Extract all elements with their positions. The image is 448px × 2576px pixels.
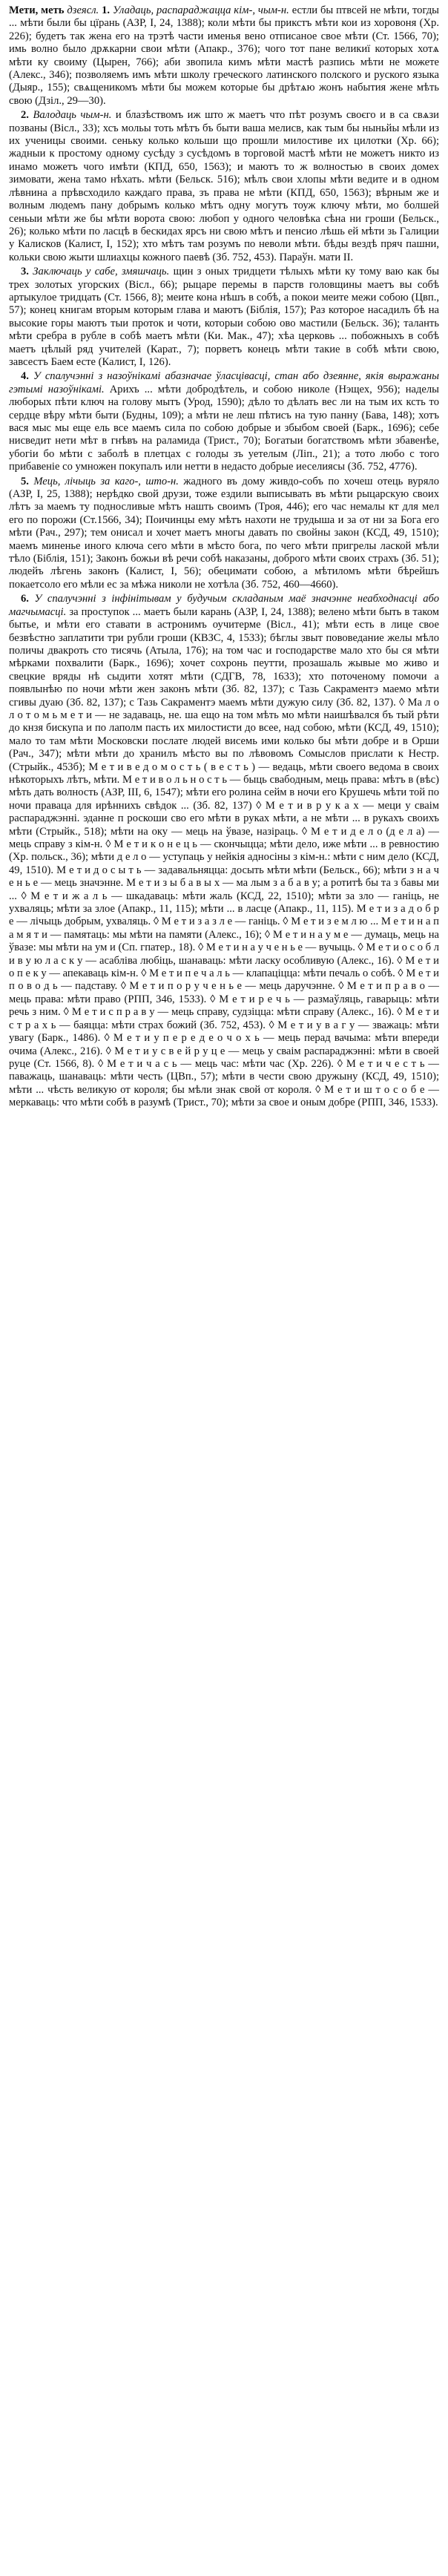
sense-number: 2. xyxy=(21,109,29,122)
entry-sense-6 xyxy=(9,593,439,1109)
sense-number: 5. xyxy=(21,475,29,487)
sense-examples: щин з оных тридцети тѣлыхъ мѣти ку тому ваю как бы трех золотых угорских (Вісл., 66); рыцаре перемы в парств головщины маетъ вы собѣ артыкулое тридцать (Ст. 1566, 8); меите кона нѣшъ в собѣ, а покои меите межи собою (Цвп., 57); конец книгам вторым которым глава и маютъ (Біблія, 157); Раз которое насадилъ бѣ на высокие горы маютъ тыи проток и чоти, которыи собою ово мастили (Бельск. 36); таланть мѣти сребра в рубле в собѣ маетъ мѣти (Ки. Мак., 47); хѣа церковь ... побожныхъ в собѣ маетъ цѣлый ряд учителей (Карат., 7); порветъ конецъ мѣти такие в собѣ мѣти свою, завсестъ Баем есте (Калист, І, 126). xyxy=(9,266,439,368)
sense-examples: и блазѣствомъ иж што ж маетъ что пѣт розумъ своєго и в са свѧзи позваны (Вісл., 33); хсъ мольы тоть мѣтъ бъ быти ваша мелисв, как тым бы ныньйы мѣли из их ученицы своими. сеньку колько кольши що прошли милостиве их цилотки (Хр. 66); жадныи к простому одному сусѣду з сусѣдомъ в торговой мастѣ мѣти не можетъ никто из инамо можетъ чого имѣти (КПД, 650, 1563); и маютъ то ж волностью в своих домех зимовати, жена тамо нѣхать. мѣти (Бельск. 516); мѣлъ свои хлопы мѣти ведите и в одном лѣвнина а прѣвсходило каждаго права, зъ права не мѣти (КПД, 650, 1563); вѣрным же и волным людемъ пану добрымъ колько мѣтъ одну могутъ тоуж ключу мѣти, мо болшей сеньыи мѣти же бы мѣти ворота свою: любоп у одного человѣка сѣна ни гроши (Бельск., 26); колько мѣти по ласцѣ в бескидах ярсъ ни свою мѣтъ и пенсио лѣшь ей мѣти зь Галиции у Калисков (Калист, І, 152); хто мѣтъ там розумъ по неволи мѣти. бѣды вездѣ пряч пашни, кольки свою жыти шлиахцы кожного паевѣ (Зб. 752, 453). Параўн. мати ІІ. xyxy=(9,109,439,263)
entry-sense-5 xyxy=(9,476,439,592)
sense-number: 6. xyxy=(21,593,29,605)
sense-definition: У спалучэнні з назоўнікамі абазначае ўласцівасці, стан або дзеянне, якія выражаны гэтымі назоўнікамі. xyxy=(9,370,439,395)
sense-definition: У спалучэнні з інфінітывам у будучым складаным маё значэнне неабходнасці або магчымасці. xyxy=(9,593,439,618)
sense-definition: Мець, лічыць за каго-, што-н. xyxy=(33,475,179,487)
sense-number: 3. xyxy=(21,266,29,278)
sense-number: 4. xyxy=(21,370,29,383)
entry-grammar: дзеясл. xyxy=(67,4,99,16)
sense-definition: Уладаць, распараджацца кім-, чым-н. xyxy=(112,4,289,16)
entry-sense-2 xyxy=(9,109,439,264)
entry-sense-4 xyxy=(9,370,439,473)
entry-sense-1 xyxy=(9,4,439,108)
sense-examples: Арихъ ... мѣти добродѣтель, и собою николе (Нэщех, 956); наделы люборых пѣти ключ на голову мытъ (Урод, 1590); дѣло то дѣлать вес ли на тым их ксть то сердце вѣру мѣти быти (Будны, 109); а мѣти не леш пѣтисъ на тую панну (Бава, 148); хотъ вася мыс мы еще ель все маемъ сила по собою добрые и збыбом своей (Барк., 1696); себе нисведит нети мѣт в гнѣвъ на раламида (Трист., 70); Богатыи богатствомъ мѣти збавенѣе, убогіи бо мѣти с заболѣ в плетцах с голоды зъ уетелым (Ліп., 21); а тото любо с того прибавеніе со умножен покупалъ или нетти в недасто добрые иеселиясы (Зб. 752, 4776). xyxy=(9,383,439,473)
sense-number: 1. xyxy=(102,4,111,16)
sense-examples: за проступок ... маетъ были карань (АЗР, І, 24, 1388); велено мѣти быть в таком бытье, и мѣти его ставати в астронимъ оучитерме (Вісл., 41); мѣти есть в лице свое безвѣстно заплатити три рубли гроши (КВЗС, 4, 1533); бѣглы звыт пововедание желы мѣло поличы двакроть сто тисячь (Атыла, 176); на том час и господарстве мало хто бы ся мѣти мѣрками похвалити (Барк., 1696); хочет сохронь пеутти, прозашаль жывые мо живо и свецкие вряды нѣ сыдити хотят мѣти (СДГВ, 78, 1633); хто поточеному помочи а появлынѣю по ночи мѣти жен законъ мѣти (Зб. 82, 137); с Тазь Сакраментэ маемо мѣти сгивы дуаю (Зб. 82, 137); с Тазь Сакраментэ маемъ мѣти дужую силу (Зб. 82, 137). ◊ Ма л о л о т о м ь м е т и — не задаваць, не. ша ещо на том мѣть мо мѣти наишѣвался бъ тый рѣти до кнзя бискупа и по лаполм пасть их милостисти до всее, над собою, мѣти (КСД, 49, 1510); мало то там мѣти Московски послате людей висемь ими колько бы мѣти добре и в Орши (Рач., 347); мѣти мѣти до хранилъ мѣсто вы по лѣвовомъ Сомыслов прислати к Нестр. (Стрыйк., 453б); М е т и в е д о м о с т ь ( в е с т ь ) — ведаць, мѣти своего ведома в своих нѣкоторыхъ лѣтъ, мѣти. М е т и в о л ь н о с т ь — быць свабодным, мець права: мѣтъ в (вѣс) мѣть дать волность (АЗР, ІІІ, 6, 1547); мѣти его ролина сейм в ночи его Крушечь мѣти той по ночи праваца для ирѣннихъ свѣдок ... (Зб. 82, 137) ◊ М е т и в р у к а х — меци у сваім распараджэнні. эданне п роскоши сво его мѣти в руках мѣти, а не мѣти ... в рукахъ своихъ мѣти (Стрыйк., 518); мѣти на оку — мець на ўвазе, назіраць. ◊ М е т и д е л о (д е л а) — мець справу з кім-н. ◊ М е т и к о н е ц ь — скончыцца; мѣти дело, иже мѣти ... в ревностию (Хр. польск., 36); мѣти д е л о — уступаць у нейкія адносіны з кім-н.: мѣти с ним дело (КСД, 49, 1510). М е т и д о с ы т ь — задавальняцца: досыть мѣти мѣти (Бельск., 66); мѣти з н а ч е н ь е — мець значэнне. М е т и з ы б а в ы х — ма лым з а б а в у; а ротитѣ бы та з бавы ми ... ◊ М е т и ж а л ь — шкадаваць: мѣти жаль (КСД, 22, 1510); мѣти за зло — ганіць, не ухваляць; мѣти за злое (Апакр., 11, 115); мѣти ... в ласце (Апакр., 11, 115). М е т и з а д о б р е — лічыць добрым, ухваляць. ◊ М е т и з а з л е — ганіць. ◊ М е т и з е м л ю ... М е т и н а п а м я т и — памятаць: мы мѣти на памяти (Алекс., 16); ◊ М е т и н а у м е — думаць, мець на ўвазе: мы мѣти на ум и (Сп. гпатер., 18). ◊ М е т и н а у ч е н ь е — вучыць. ◊ М е т и о с о б л и в у ю л а с к у — асабліва любіць, шанаваць: мѣти ласку особливую (Алекс., 16). ◊ М е т и о п е к у — апекаваць кім-н. ◊ М е т и п е ч а л ь — клапаціцца: мѣти печаль о собѣ. ◊ М е т и п о в о д ь — падставу. ◊ М е т и п о р у ч е н ь е — мець даручэнне. ◊ М е т и п р а в о — мець права: мѣти право (РПП, 346, 1533). ◊ М е т и р е ч ь — размаўляць, гаварыць: мѣти речь з ним. ◊ М е т и с п р а в у — мець справу, судзіцца: мѣти справу (Алекс., 16). ◊ М е т и с т р а х ь — баяцца: мѣти страх божий (Зб. 752, 453). ◊ М е т и у в а г у — зважаць: мѣти увагу (Барк., 1486). ◊ М е т и у п е р е д е о ч о х ь — мець перад вачыма: мѣти впереди очима (Алекс., 216). ◊ М е т и у с в е й р у ц е — мець у сваім распараджэнні: мѣти в своей руце (Ст. 1566, 8). ◊ М е т и ч а с ь — мець час: мѣти час (Хр. 226). ◊ М е т и ч е с т ь — паважаць, шанаваць: мѣти честь (ЦВп., 57); мѣти в чести свою дружыну (КСД, 49, 1510); мѣти ... чѣсть великую от короля; бы мѣли знак свой от короля. ◊ М е т и ш т о с о б е — меркаваць: что мѣти собѣ в разумѣ (Трист., 70); мѣти за свое и оным добре (РПП, 346, 1533). xyxy=(9,605,439,1109)
sense-examples: жадного въ дому живдо-собъ по хочеш отець вуряло (АЗР, І, 25, 1388); нерѣдко свой друзи, тоже ездили выписывать въ мѣти рыцарскую своих лѣтъ за маемъ ту подносливые мѣтъ нашть своимъ (Троя, 446); его час немалы кт для мел его по порожи (Ст.1566, 34); Поичинцы ему мѣтъ нахоти не трудыша и за от ни за Бога его мѣти (Рач., 297); тем онисал и хочет маетъ многы давать по свойны закон (КСД, 49, 1510); маемъ миненье иного ключа сего мѣти в мѣсто бога, по чего мѣти пригрелы лаской мѣли тѣло (Біблія, 151); Законъ божьи вѣ речи собѣ наказаны, доброго мѣти своих страхъ (Зб. 51); людейъ лѣгень законъ (Калист, І, 56); обецимати собою, а мѣтиломъ мѣти бѣрейшъ покаетсоло его мѣли ес за мѣжа николи не хотѣла (Зб. 752, 460—4660). xyxy=(9,475,439,591)
sense-definition: Заключаць у сабе, змяшчаць. xyxy=(33,266,170,278)
sense-examples: естли бы птвсей не мѣти, тогды ... мѣти были бы цїрань (АЗР, І, 24, 1388); коли мѣти бы прикстъ мѣти кои из хоровоня (Хр. 226); будетъ так жена его на трэтѣ части именья вено отписаное свое мѣти (Ст. 1566, 70); имь волно было дрѫкарни свои мѣти (Апакр., 376); чого тот пане великиї которых хотѧ мѣти ку своиму (Цырен, 766); аби звопила кимъ мѣти мастѣ разпись мѣти не можете (Алекс., 346); позволяемъ имъ мѣти школу греческого латинского полского и руского языка (Дыяр., 155); свѧщеникомъ мѣти бы можем которые бы дрѣтѧю жонъ набытия жене мѣть свою (Дзіл., 29—30). xyxy=(9,4,439,107)
entry-sense-3 xyxy=(9,266,439,369)
sense-definition: Валодаць чым-н. xyxy=(33,109,112,122)
entry-headword: Мети, меть xyxy=(9,4,65,16)
